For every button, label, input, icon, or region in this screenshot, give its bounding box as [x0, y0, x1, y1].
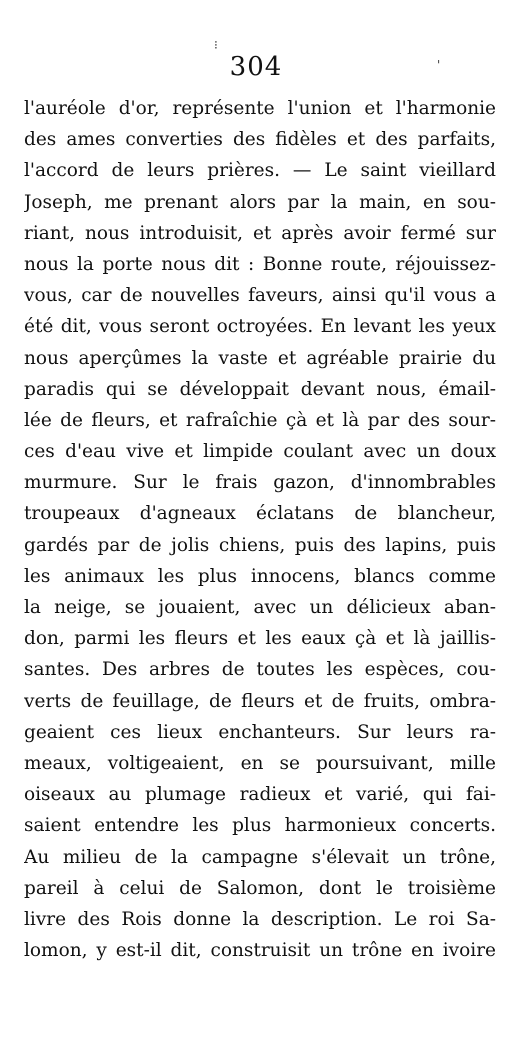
text-line: paradis qui se développait devant nous, émail- [24, 378, 496, 400]
text-line: Au milieu de la campagne s'élevait un trône, [24, 846, 496, 868]
body-text [24, 93, 496, 966]
text-line: les animaux les plus innocens, blancs comme [24, 565, 496, 587]
text-line: saient entendre les plus harmonieux concerts. [24, 815, 496, 837]
text-line: riant, nous introduisit, et après avoir fermé sur [24, 222, 496, 244]
text-line: geaient ces lieux enchanteurs. Sur leurs ra- [24, 721, 496, 743]
text-line: verts de feuillage, de fleurs et de fruits, ombra- [24, 690, 496, 712]
text-line: des ames converties des fidèles et des parfaits, [24, 129, 496, 151]
text-line: oiseaux au plumage radieux et varié, qui fai- [24, 784, 496, 806]
text-line: santes. Des arbres de toutes les espèces, cou- [24, 659, 496, 681]
margin-mark-right: ' [437, 58, 441, 72]
text-line: ces d'eau vive et limpide coulant avec un doux [24, 441, 496, 463]
text-line: gardés par de jolis chiens, puis des lapins, puis [24, 534, 496, 556]
margin-mark-left: ⁝ [214, 38, 218, 52]
text-line: lomon, y est-il dit, construisit un trône en ivoire [24, 940, 496, 962]
text-line: troupeaux d'agneaux éclatans de blancheur, [24, 503, 496, 525]
text-line: meaux, voltigeaient, en se poursuivant, mille [24, 752, 496, 774]
text-line: nous aperçûmes la vaste et agréable prairie du [24, 347, 496, 369]
text-line: été dit, vous seront octroyées. En levant les yeux [24, 316, 496, 338]
text-line: don, parmi les fleurs et les eaux çà et là jaillis- [24, 628, 496, 650]
text-line: l'auréole d'or, représente l'union et l'harmonie [24, 98, 496, 119]
text-line: murmure. Sur le frais gazon, d'innombrables [24, 472, 496, 494]
text-line: lée de fleurs, et rafraîchie çà et là par des sour- [24, 409, 496, 431]
text-line: Joseph, me prenant alors par la main, en sou- [24, 191, 496, 213]
text-line: l'accord de leurs prières. — Le saint vieillard [24, 160, 496, 182]
text-line: la neige, se jouaient, avec un délicieux aban- [24, 597, 496, 618]
page-number: 304 [229, 52, 283, 82]
text-line: pareil à celui de Salomon, dont le troisième [24, 877, 496, 899]
text-line: livre des Rois donne la description. Le roi Sa- [24, 908, 496, 930]
text-line: nous la porte nous dit : Bonne route, réjouissez- [24, 253, 496, 275]
text-line: vous, car de nouvelles faveurs, ainsi qu'il vous a [24, 285, 496, 307]
